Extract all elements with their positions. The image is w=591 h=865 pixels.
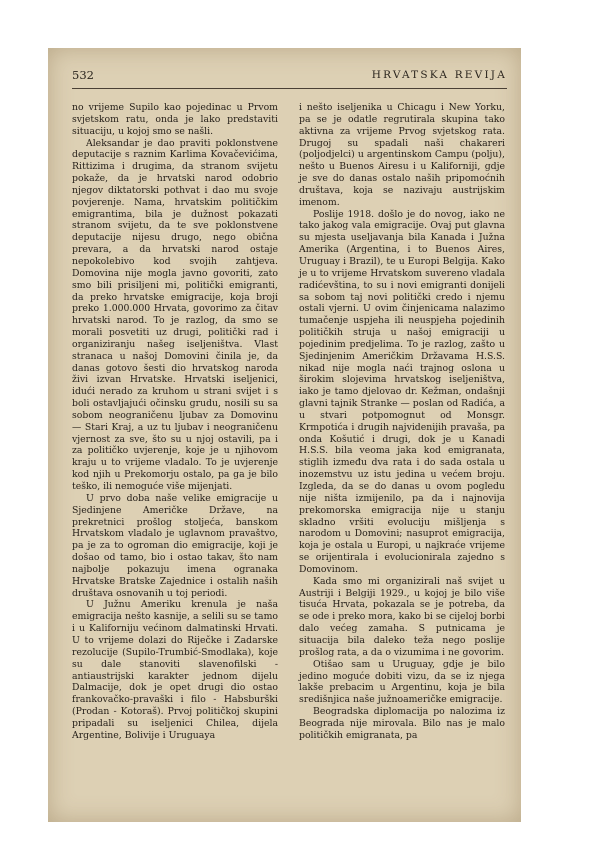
page-number: 532 xyxy=(72,68,94,82)
header-rule xyxy=(72,88,507,89)
paragraph: Kada smo mi organizirali naš svijet u Austriji i Belgiji 1929., u kojoj je bilo više tisuća Hrvata, pokazala se je potreba, da se ode i preko mora, kako bi se cijeloj borbi dalo većeg zamaha. S putnicama je situacija bila daleko teža nego poslije prošlog rata, a da o vizumima i ne govorim. xyxy=(299,575,505,658)
paragraph: no vrijeme Supilo kao pojedinac u Prvom svjetskom ratu, onda je lako predstaviti situaciju, u kojoj smo se našli. xyxy=(72,102,278,137)
page-header xyxy=(72,64,507,86)
paragraph: Beogradska diplomacija po nalozima iz Beograda nije mirovala. Bilo nas je malo političkih emigranata, pa xyxy=(299,706,505,741)
paragraph: U Južnu Ameriku krenula je naša emigracija nešto kasnije, a selili su se tamo i u Kaliforniju većinom dalmatinski Hrvati. U to vrijeme dolazi do Riječke i Zadarske rezolucije (Supilo-Trumbić-Smodlaka), koje su dale stanoviti slavenofilski - antiaustrijski karakter jednom dijelu Dalmacije, dok je opet drugi dio ostao frankovačko-pravaški i filo - Habsburški (Prodan - Kotoraš). Prvoj političkoj skupini pripadali su iseljenici Chilea, dijela Argentine, Bolivije i Uruguaya xyxy=(72,599,278,741)
running-title: HRVATSKA REVIJA xyxy=(371,69,507,81)
book-page xyxy=(48,48,521,822)
text-column-right xyxy=(299,102,505,742)
paragraph: Otišao sam u Uruguay, gdje je bilo jedino moguće dobiti vizu, da se iz njega lakše prebacim u Argentinu, koja je bila središnjica naše južnoameričke emigracije. xyxy=(299,658,505,706)
paragraph: U prvo doba naše velike emigracije u Sjedinjene Američke Države, na prekretnici prošlog stoljeća, banskom Hrvatskom vladalo je uglavnom pravaštvo, pa je za to ogroman dio emigracije, koji je došao od tamo, bio i ostao takav, što nam najbolje pokazuju imena ogranaka Hrvatske Bratske Zajednice i ostalih naših društava osnovanih u toj periodi. xyxy=(72,492,278,599)
paragraph: Aleksandar je dao praviti poklonstvene deputacije s raznim Karlima Kovačevićima, Rittizima i drugima, da stranom svijetu pokaže, da je hrvatski narod odobrio njegov diktatorski pothvat i dao mu svoje povjerenje. Nama, hrvatskim političkim emigrantima, bila je dužnost pokazati stranom svijetu, da te sve poklonstvene deputacije nijesu drugo, nego obična prevara, a da hrvatski narod ostaje nepokolebivo kod svojih zahtjeva. Domovina nije mogla javno govoriti, zato smo bili prisiljeni mi, politički emigranti, da preko hrvatske emigracije, koja broji preko 1.000.000 Hrvata, govorimo za čitav hrvatski narod. To je razlog, da smo se morali posvetiti uz drugi, politički rad i organiziranju našeg iseljeništva. Vlast stranaca u našoj Domovini činila je, da danas gotovo šesti dio hrvatskog naroda živi izvan Hrvatske. Hrvatski iseljenici, idući nerado za kruhom u strani svijet i s boli ostavljajući očinsku grudu, nosili su sa sobom neograničenu ljubav za Domovinu — Stari Kraj, a uz tu ljubav i neograničenu vjernost za sve, što su u njoj ostavili, pa i za političko uvjerenje, koje je u njihovom kraju u to vrijeme vladalo. To je uvjerenje kod njih u Prekomorju ostalo, pa ga je bilo teško, ili nemoguće više mijenjati. xyxy=(72,137,278,492)
paragraph: Poslije 1918. došlo je do novog, iako ne tako jakog vala emigracije. Ovaj put glavna su mjesta useljavanja bila Kanada i Južna Amerika (Argentina, i to Buenos Aires, Uruguay i Brazil), te u Europi Belgija. Kako je u to vrijeme Hrvatskom suvereno vladala radićevština, to su i novi emigranti donijeli sa sobom taj novi politički credo i njemu ostali vjerni. U ovim činjenicama nalazimo tumačenje uspjeha ili neuspjeha pojedinih političkih struja u našoj emigraciji u pojedinim predjelima. To je razlog, zašto u Sjedinjenim Američkim Državama H.S.S. nikad nije mogla naći trajnog oslona u širokim slojevima hrvatskog iseljeništva, iako je tamo djelovao dr. Kežman, ondašnji glavni tajnik Stranke — poslan od Radića, a u stvari potpomognut od Monsgr. Krmpotića i drugih najvidenijih pravaša, pa onda Košutić i drugi, dok je u Kanadi H.S.S. bila veoma jaka kod emigranata, stiglih između dva rata i do sada ostala u inozemstvu uz istu jedina u većem broju. Izgleda, da se do danas u ovom pogledu nije ništa izmijenilo, pa da i najnovija prekomorska emigracija nije u stanju skladno vršiti evoluciju mišljenja s narodom u Domovini; nasuprot emigracija, koja je ostala u Europi, u najkraće vrijeme se orijentirala i evolucionirala zajedno s Domovinom. xyxy=(299,208,505,575)
text-column-left xyxy=(72,102,278,742)
paragraph: i nešto iseljenika u Chicagu i New Yorku, pa se je odatle regrutirala skupina tako aktivna za vrijeme Prvog svjetskog rata. Drugoj su spadali naši chakareri (poljodjelci) u argentinskom Campu (polju), nešto u Buenos Airesu i u Kaliforniji, gdje je sve do danas ostalo naših pripomoćnih društava, koja se nazivaju austrijskim imenom. xyxy=(299,102,505,208)
